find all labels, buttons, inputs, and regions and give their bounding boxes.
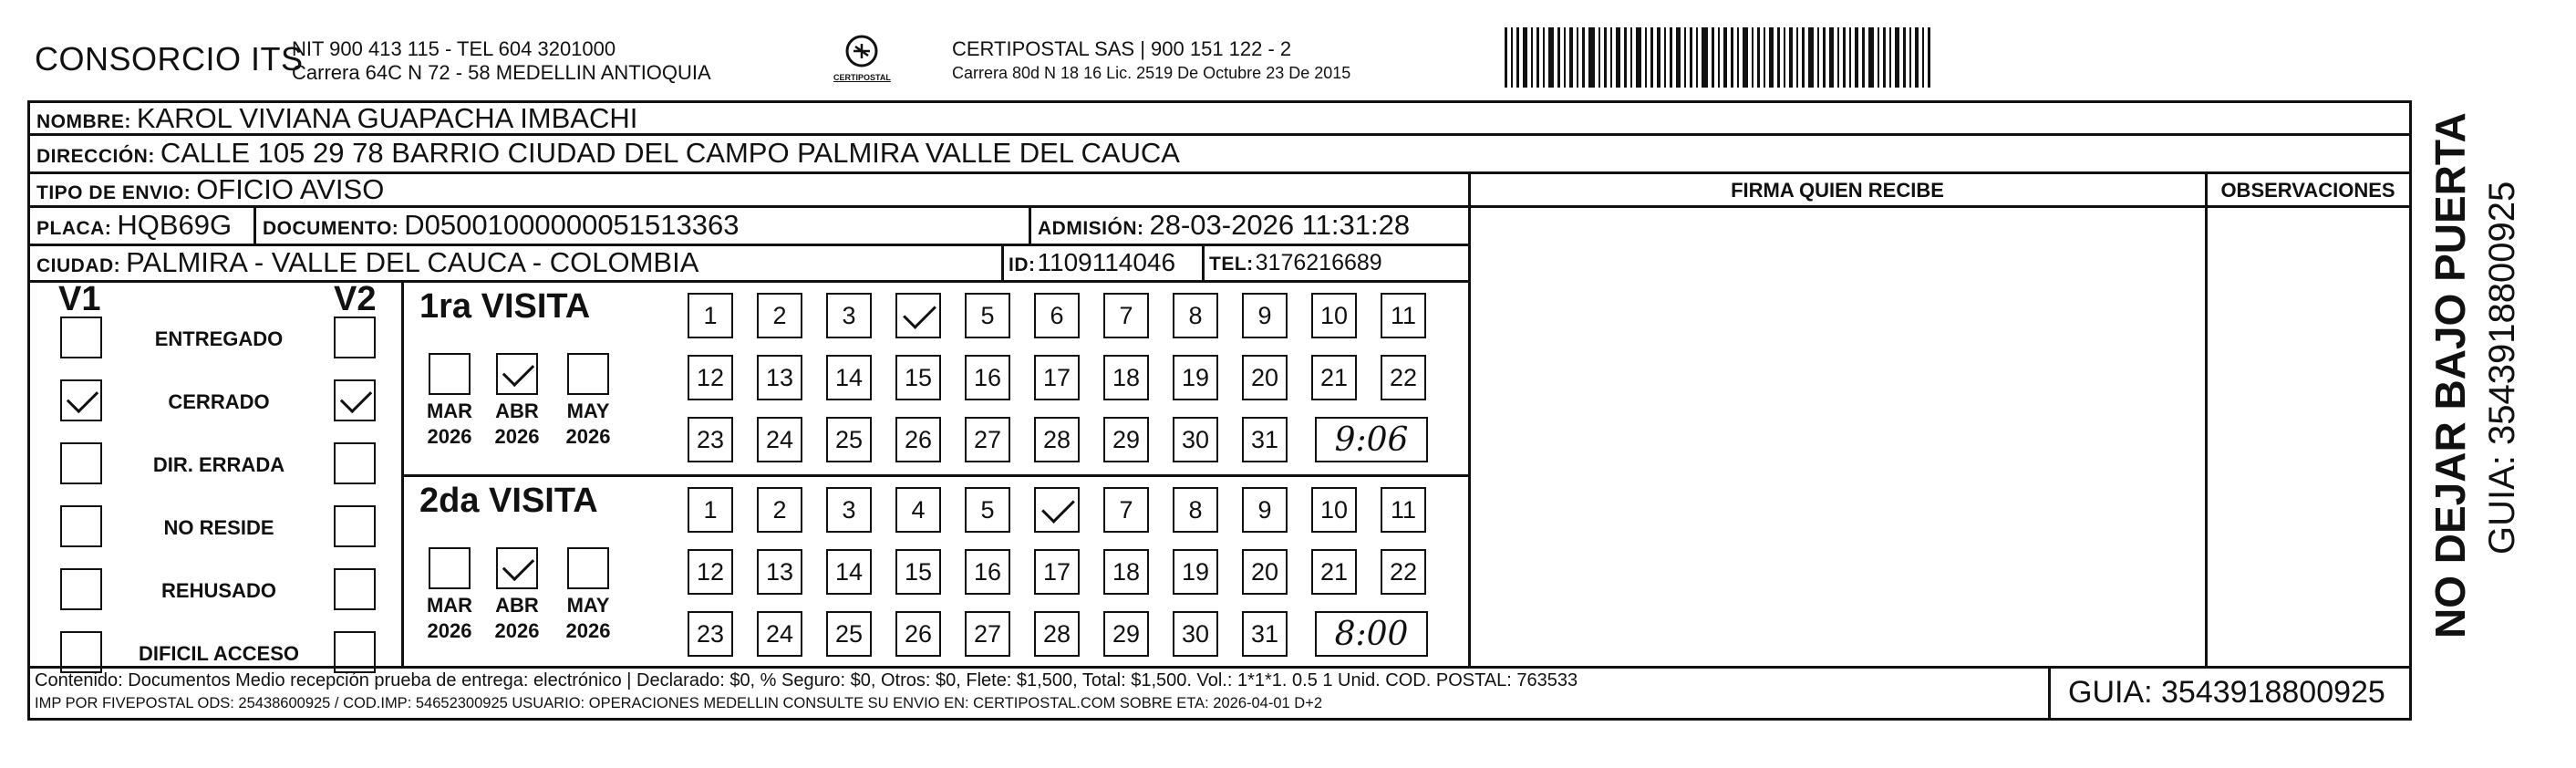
day-box[interactable]: 13 [757,355,802,400]
barcode-bar [1837,27,1839,88]
barcode-bar [1777,27,1780,88]
barcode-bar [1531,27,1533,88]
v2-checkbox[interactable] [334,568,376,610]
month-label [413,593,486,644]
day-box[interactable]: 21 [1311,549,1357,595]
day-box[interactable]: 15 [895,355,941,400]
visit-time[interactable]: 8:00 [1315,611,1428,657]
footer-content-line: Contenido: Documentos Medio recepción prueba de entrega: electrónico | Declarado: $0, % Seguro: $0, Otros: $0, Flete: $1,500, Total: $1,500. Vol.: 1*1*1. 0.5 1 Unid. COD. POSTAL: 763533 [35,670,1578,690]
barcode-bar [1523,27,1527,88]
barcode-bar [1868,27,1874,88]
day-box[interactable] [1034,487,1080,533]
day-box[interactable]: 27 [965,611,1010,657]
status-label: REHUSADO [161,579,276,602]
v2-checkbox[interactable] [334,317,376,358]
barcode-bar [1802,27,1805,88]
day-box[interactable]: 11 [1381,293,1426,338]
barcode-bar [1737,27,1739,88]
day-box[interactable]: 12 [688,549,733,595]
nombre-label: NOMBRE: [36,111,131,132]
month-name: ABR [495,594,539,617]
day-box[interactable]: 3 [826,487,872,533]
company-name: CONSORCIO ITS [35,40,304,78]
month-year: 2026 [427,619,472,642]
admision-label: ADMISIÓN: [1038,218,1144,239]
day-box[interactable]: 29 [1103,417,1149,462]
barcode-bar [1564,27,1566,88]
barcode-bar [1684,27,1686,88]
barcode-bar [1624,27,1627,88]
day-box[interactable]: 16 [965,355,1010,400]
row-line [27,171,2412,174]
barcode-bar [1855,27,1858,88]
tel-value: 3176216689 [1255,250,1382,275]
side-notice: NO DEJAR BAJO PUERTA [2426,112,2474,638]
day-box[interactable]: 2 [757,487,802,533]
day-box[interactable]: 17 [1034,549,1080,595]
day-box[interactable]: 20 [1242,355,1288,400]
month-checkbox-mar[interactable] [429,353,471,395]
day-box[interactable]: 31 [1242,611,1288,657]
month-checkbox-mar[interactable] [429,547,471,589]
barcode-bar [1598,27,1600,88]
day-box[interactable]: 3 [826,293,872,338]
barcode-bar [1889,27,1891,88]
barcode-bar [1670,27,1672,88]
barcode-bar [1922,27,1924,88]
month-year: 2026 [494,425,540,448]
day-box[interactable]: 27 [965,417,1010,462]
day-box[interactable]: 11 [1381,487,1426,533]
placa-row [36,209,232,242]
logo-text: CERTIPOSTAL [833,73,891,82]
id-value: 1109114046 [1037,248,1176,276]
barcode-bar [1817,27,1819,88]
month-checkbox-may[interactable] [567,353,609,395]
tipo-label: TIPO DE ENVIO: [36,182,191,203]
day-box[interactable]: 6 [1034,293,1080,338]
day-box[interactable]: 17 [1034,355,1080,400]
status-label: DIR. ERRADA [152,453,285,476]
barcode-bar [1764,27,1765,88]
v1-header: V1 [58,280,101,318]
barcode-bar [1511,27,1513,88]
col-line [253,205,256,244]
barcode-bar [1796,27,1798,88]
v1-checkbox[interactable] [60,379,102,421]
nombre-row [36,102,637,135]
visit-title: 2da VISITA [419,482,598,520]
row-line [27,666,2412,669]
tel-row [1209,250,1382,276]
admision-value: 28-03-2026 11:31:28 [1149,209,1411,241]
day-box[interactable]: 7 [1103,293,1149,338]
barcode-bar [1731,27,1733,88]
barcode-bar [1630,27,1632,88]
barcode-bar [1829,27,1834,88]
placa-value: HQB69G [117,209,233,241]
barcode-bar [1769,27,1774,88]
ciudad-row [36,246,698,279]
v1-checkbox[interactable] [60,631,102,673]
day-box[interactable]: 5 [965,487,1010,533]
ciudad-label: CIUDAD: [36,255,121,276]
barcode-bar [1752,27,1754,88]
month-checkbox-may[interactable] [567,547,609,589]
barcode-bar [1604,27,1607,88]
barcode-bar [1878,27,1879,88]
day-box[interactable]: 12 [688,355,733,400]
day-box[interactable]: 7 [1103,487,1149,533]
direccion-label: DIRECCIÓN: [36,146,155,167]
day-box[interactable]: 23 [688,611,733,657]
month-year: 2026 [427,425,472,448]
month-year: 2026 [565,619,611,642]
admision-row [1038,209,1410,242]
placa-label: PLACA: [36,218,112,239]
day-box[interactable]: 18 [1103,355,1149,400]
day-box[interactable]: 22 [1381,355,1426,400]
barcode-bar [1903,27,1906,88]
day-box[interactable]: 2 [757,293,802,338]
status-label: CERRADO [168,390,270,413]
status-label: ENTREGADO [154,327,284,350]
day-box[interactable]: 16 [965,549,1010,595]
day-box[interactable]: 21 [1311,355,1357,400]
direccion-row [36,137,1180,170]
side-guia: GUIA: 3543918800925 [2482,181,2522,555]
day-box[interactable]: 10 [1311,487,1357,533]
barcode-bar [1650,27,1653,88]
barcode-bar [1789,27,1793,88]
barcode-bar [1516,27,1519,88]
day-box[interactable]: 18 [1103,549,1149,595]
day-box[interactable]: 14 [826,549,872,595]
day-box[interactable]: 28 [1034,611,1080,657]
month-name: MAY [566,594,610,617]
month-label [481,593,553,644]
barcode-bar [1712,27,1714,88]
barcode-bar [1557,27,1560,88]
day-box[interactable]: 26 [895,417,941,462]
day-box[interactable]: 24 [757,417,802,462]
col-line [1202,244,1205,280]
month-name: MAR [426,400,473,422]
day-box[interactable]: 22 [1381,549,1426,595]
row-line [27,205,2412,208]
day-box[interactable]: 19 [1173,549,1218,595]
observaciones-header: OBSERVACIONES [2220,179,2395,202]
nombre-value: KAROL VIVIANA GUAPACHA IMBACHI [136,102,638,134]
barcode-bar [1843,27,1846,88]
month-year: 2026 [494,619,540,642]
day-box[interactable]: 19 [1173,355,1218,400]
documento-label: DOCUMENTO: [263,218,399,239]
barcode-bar [1588,27,1595,88]
barcode-bar [1718,27,1720,88]
day-box[interactable]: 24 [757,611,802,657]
barcode-bar [1636,27,1641,88]
day-box[interactable]: 13 [757,549,802,595]
certipostal-logo-icon [839,33,885,78]
col-line [401,280,404,666]
day-box[interactable]: 20 [1242,549,1288,595]
barcode-bar [1577,27,1578,88]
day-box[interactable]: 29 [1103,611,1149,657]
direccion-value: CALLE 105 29 78 BARRIO CIUDAD DEL CAMPO PALMIRA VALLE DEL CAUCA [160,137,1180,169]
v1-checkbox[interactable] [60,442,102,484]
barcode-bar [1862,27,1865,88]
carrier-line-1: CERTIPOSTAL SAS | 900 151 122 - 2 [952,37,1292,60]
month-name: ABR [495,400,539,422]
month-checkbox-abr[interactable] [496,353,538,395]
v2-checkbox[interactable] [334,379,376,421]
month-year: 2026 [565,425,611,448]
status-label: DIFICIL ACCESO [138,642,299,665]
barcode-bar [1696,27,1698,88]
barcode-bar [1676,27,1681,88]
ciudad-value: PALMIRA - VALLE DEL CAUCA - COLOMBIA [126,246,699,278]
month-label [413,399,486,450]
day-box[interactable]: 26 [895,611,941,657]
day-box[interactable]: 1 [688,293,733,338]
day-box[interactable]: 28 [1034,417,1080,462]
day-box[interactable]: 1 [688,487,733,533]
v1-checkbox[interactable] [60,568,102,610]
month-checkbox-abr[interactable] [496,547,538,589]
footer-imp-line: IMP POR FIVEPOSTAL ODS: 25438600925 / COD.IMP: 54652300925 USUARIO: OPERACIONES MEDELLIN CONSULTE SU ENVIO EN: CERTIPOSTAL.COM SOBRE ETA: 2026-04-01 D+2 [35,695,1323,711]
v2-checkbox[interactable] [334,631,376,673]
day-box[interactable]: 9 [1242,487,1288,533]
barcode-bar [1723,27,1727,88]
barcode-bar [1909,27,1911,88]
day-box[interactable]: 8 [1173,293,1218,338]
barcode-bar [1569,27,1573,88]
barcode-bar [1823,27,1826,88]
row-line [401,474,1468,477]
day-box[interactable]: 30 [1173,417,1218,462]
id-row [1009,248,1175,277]
barcode-bar [1616,27,1620,88]
carrier-line-2: Carrera 80d N 18 16 Lic. 2519 De Octubre 23 De 2015 [952,64,1351,82]
month-label [552,593,625,644]
barcode-bar [1928,27,1930,88]
barcode-bar [1645,27,1647,88]
barcode [1505,27,1934,88]
col-line [2048,666,2051,721]
barcode-bar [1664,27,1666,88]
tipo-value: OFICIO AVISO [196,173,385,205]
barcode-bar [1690,27,1692,88]
barcode-bar [1743,27,1748,88]
day-box[interactable]: 14 [826,355,872,400]
day-box[interactable]: 25 [826,417,872,462]
firma-header: FIRMA QUIEN RECIBE [1731,179,1944,202]
day-box[interactable]: 8 [1173,487,1218,533]
month-name: MAY [566,400,610,422]
company-line-2: Carrera 64C N 72 - 58 MEDELLIN ANTIOQUIA [292,61,711,84]
row-line [27,280,1468,283]
barcode-bar [1548,27,1554,88]
barcode-bar [1883,27,1886,88]
day-box[interactable] [895,293,941,338]
company-line-1: NIT 900 413 115 - TEL 604 3201000 [292,37,616,60]
documento-value: D05001000000051513363 [404,209,740,241]
barcode-bar [1536,27,1539,88]
month-name: MAR [426,594,473,617]
col-line [1001,244,1004,280]
col-line [2205,171,2208,666]
day-box[interactable]: 31 [1242,417,1288,462]
barcode-bar [1808,27,1814,88]
barcode-bar [1915,27,1919,88]
barcode-bar [1702,27,1708,88]
day-box[interactable]: 25 [826,611,872,657]
documento-row [263,209,739,242]
barcode-bar [1582,27,1585,88]
day-box[interactable]: 5 [965,293,1010,338]
footer-guia: GUIA: 3543918800925 [2068,675,2385,710]
day-box[interactable]: 30 [1173,611,1218,657]
barcode-bar [1757,27,1760,88]
day-box[interactable]: 4 [895,487,941,533]
day-box[interactable]: 10 [1311,293,1357,338]
barcode-bar [1657,27,1660,88]
month-label [481,399,553,450]
v2-header: V2 [334,280,377,318]
col-line [1029,205,1031,244]
barcode-bar [1610,27,1612,88]
status-label: NO RESIDE [163,516,274,539]
day-box[interactable]: 15 [895,549,941,595]
v2-checkbox[interactable] [334,505,376,547]
barcode-bar [1543,27,1545,88]
id-label: ID: [1009,254,1036,275]
month-label [552,399,625,450]
day-box[interactable]: 23 [688,417,733,462]
visit-time[interactable]: 9:06 [1315,417,1428,462]
v2-checkbox[interactable] [334,442,376,484]
day-box[interactable]: 9 [1242,293,1288,338]
visit-title: 1ra VISITA [419,287,591,326]
tel-label: TEL: [1209,254,1254,275]
barcode-bar [1895,27,1899,88]
barcode-bar [1505,27,1507,88]
tipo-row [36,173,384,206]
barcode-bar [1784,27,1785,88]
v1-checkbox[interactable] [60,317,102,358]
barcode-bar [1849,27,1851,88]
v1-checkbox[interactable] [60,505,102,547]
col-line [1468,171,1471,666]
